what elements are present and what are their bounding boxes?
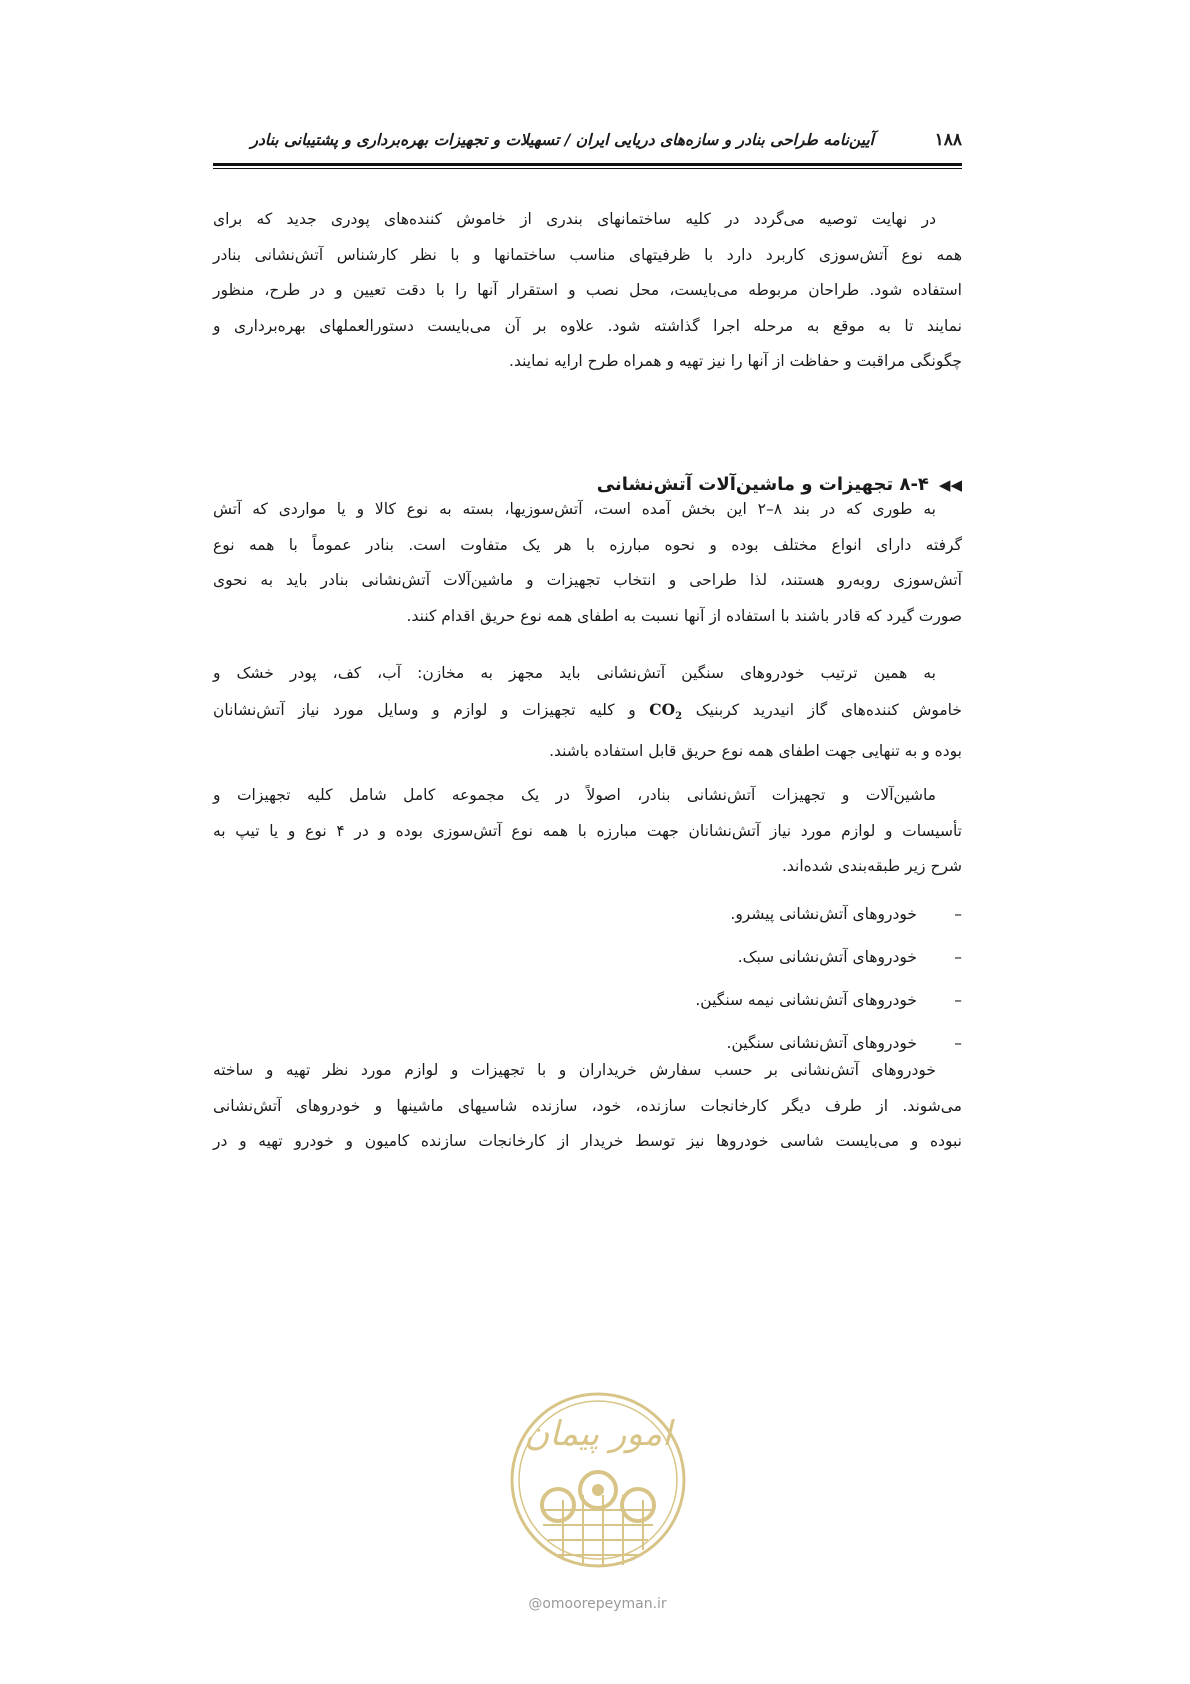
text-line: نبوده و می‌بایست شاسی خودروها نیز توسط خریدار از کارخانجات سازنده کامیون و خودرو تهیه و در <box>213 1132 962 1150</box>
text-line: همه نوع آتش‌سوزی کاربرد دارد با ظرفیتهای مناسب ساختمانها و با نظر کارشناس آتش‌نشانی بنادر <box>213 245 962 264</box>
paragraph-vehicle-manufacturing <box>213 1053 962 1160</box>
paragraph-fire-extinguishers <box>213 202 962 380</box>
vehicle-type-list <box>362 893 962 1065</box>
text-line: به طوری که در بند ۸–۲ این بخش آمده است، آتش‌سوزیها، بسته به نوع کالا و یا مواردی که آتش <box>213 500 936 518</box>
omoorepeyman-seal-icon <box>503 1380 693 1580</box>
co2-formula: $CO_2$ <box>649 699 683 722</box>
text-line: ماشین‌آلات و تجهیزات آتش‌نشانی بنادر، اصولاً در یک مجموعه کامل شامل کلیه تجهیزات و <box>213 786 936 804</box>
text-line: چگونگی مراقبت و حفاظت از آنها را نیز تهیه و همراه طرح ارایه نمایند. <box>509 352 962 370</box>
text-line: نمایند تا به موقع به مرحله اجرا گذاشته شود. علاوه بر آن می‌بایست دستورالعملهای بهره‌برداری و <box>213 316 962 335</box>
text-line: تأسیسات و لوازم مورد نیاز آتش‌نشانان جهت مبارزه با همه نوع آتش‌سوزی بوده و در ۴ نوع و یا تیپ به <box>213 821 962 840</box>
text-line <box>213 692 962 735</box>
paragraph-heavy-vehicles <box>213 656 962 770</box>
paragraph-fire-types <box>213 492 962 634</box>
text-line: صورت گیرد که قادر باشند با استفاده از آنها نسبت به اطفای همه نوع حریق اقدام کنند. <box>406 606 962 625</box>
list-item: –خودروهای آتش‌نشانی نیمه سنگین. <box>695 991 962 1009</box>
list-item: –خودروهای آتش‌نشانی سبک. <box>737 948 962 966</box>
watermark-logo <box>503 1380 693 1580</box>
header-rule-thin <box>213 168 962 169</box>
running-title: آیین‌نامه طراحی بنادر و سازه‌های دریایی ایران / تسهیلات و تجهیزات بهره‌برداری و پشتیبانی بنادر <box>250 130 874 149</box>
text-line: گرفته دارای انواع مختلف بوده و نحوه مبارزه با هر یک متفاوت است. بنادر عموماً با همه نوع <box>213 535 962 554</box>
page-number: ۱۸۸ <box>934 130 962 150</box>
section-heading-text: ۸-۴ تجهیزات و ماشین‌آلات آتش‌نشانی <box>596 474 929 495</box>
text-line: استفاده شود. طراحان مربوطه می‌بایست، محل نصب و استقرار آنها را با دقت تعیین و در طرح، منظور <box>213 281 962 299</box>
svg-text:امور پیمان: امور پیمان <box>524 1414 672 1454</box>
running-header <box>213 130 962 160</box>
paragraph-equipment-classes <box>213 778 962 885</box>
watermark-caption: @omoorepeyman.ir <box>528 1596 667 1612</box>
list-item: –خودروهای آتش‌نشانی پیشرو. <box>730 905 962 923</box>
text-line: در نهایت توصیه می‌گردد در کلیه ساختمانهای بندری از خاموش کننده‌های پودری جدید که برای <box>213 210 936 228</box>
text-line: شرح زیر طبقه‌بندی شده‌اند. <box>781 857 962 875</box>
text-line: می‌شوند. از طرف دیگر کارخانجات سازنده، خود، سازنده شاسیهای ماشینها و خودروهای آتش‌نشانی <box>213 1096 962 1115</box>
text-line: خودروهای آتش‌نشانی بر حسب سفارش خریداران و با تجهیزات و لوازم مورد نظر تهیه و ساخته <box>213 1061 936 1079</box>
text-line: به همین ترتیب خودروهای سنگین آتش‌نشانی باید مجهز به مخازن: آب، کف، پودر خشک و <box>213 664 936 682</box>
double-arrow-icon: ◀◀ <box>938 476 962 494</box>
text-segment: و کلیه تجهیزات و لوازم و وسایل مورد نیاز آتش‌نشانان <box>213 700 636 719</box>
list-item: –خودروهای آتش‌نشانی سنگین. <box>726 1034 962 1052</box>
text-segment: خاموش کننده‌های گاز انیدرید کربنیک <box>695 700 962 719</box>
text-line: بوده و به تنهایی جهت اطفای همه نوع حریق قابل استفاده باشند. <box>549 742 962 761</box>
text-line: آتش‌سوزی روبه‌رو هستند، لذا طراحی و انتخاب تجهیزات و ماشین‌آلات آتش‌نشانی بنادر باید به نحوی <box>213 571 962 589</box>
header-rule-thick <box>213 163 962 166</box>
